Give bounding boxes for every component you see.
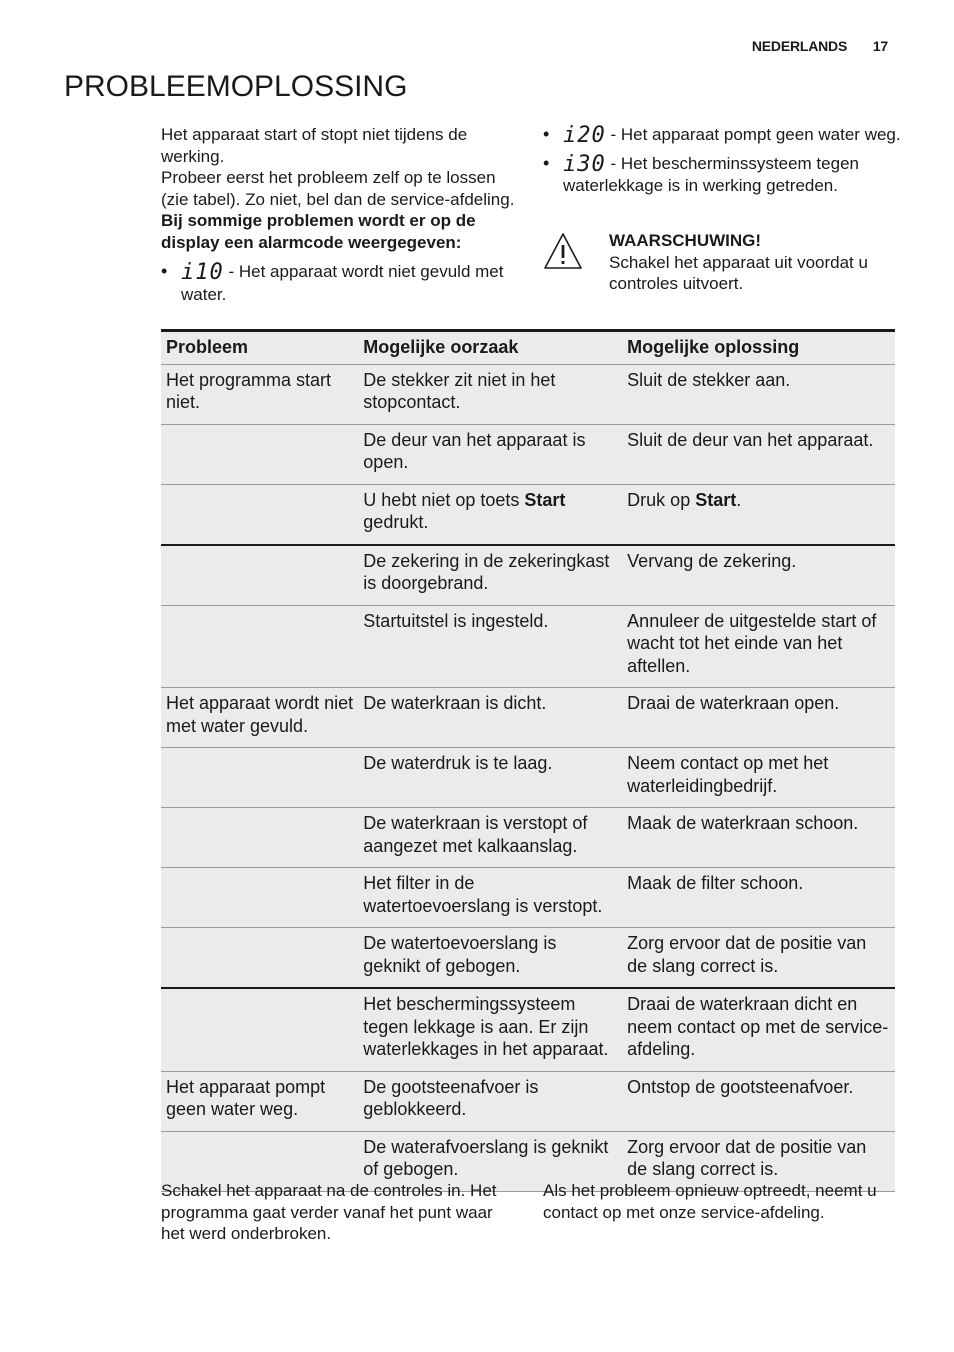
footer-left-text: Schakel het apparaat na de controles in. Het programma gaat verder vanaf het punt waar het werd onderbroken. [161,1181,497,1243]
cell-solution: Sluit de deur van het apparaat. [622,424,895,484]
alarm-code: i20 [563,123,606,148]
cell-solution: Maak de waterkraan schoon. [622,808,895,868]
alarm-item-i20 [543,124,903,147]
header-cause: Mogelijke oorzaak [358,331,622,365]
cell-solution: Zorg ervoor dat de positie van de slang correct is. [622,1131,895,1191]
troubleshooting-table [161,329,895,1192]
solution-text-post: . [736,489,742,510]
page-header [752,38,888,54]
page-number: 17 [872,38,888,54]
footer-right-text: Als het probleem opnieuw optreedt, neemt u contact op met onze service-afdeling. [543,1181,877,1222]
cell-problem: Het apparaat wordt niet met water gevuld. [161,688,358,748]
page-title: PROBLEEMOPLOSSING [64,70,408,103]
alarm-item-i10 [161,261,521,305]
alarm-text: - Het apparaat wordt niet gevuld met water. [181,262,504,304]
cell-problem [161,808,358,868]
cell-solution: Draai de waterkraan dicht en neem contact op met de service-afdeling. [622,988,895,1071]
warning-title: WAARSCHUWING! [609,231,762,250]
cell-cause: De stekker zit niet in het stopcontact. [358,364,622,424]
solution-text-pre: Druk op [627,489,696,510]
cell-problem: Het programma start niet. [161,364,358,424]
cell-problem [161,424,358,484]
cell-problem [161,545,358,606]
cell-cause: Startuitstel is ingesteld. [358,605,622,688]
intro-right-column [543,124,903,197]
table-row [161,484,895,545]
alarm-note: Bij sommige problemen wordt er op de display een alarmcode weergegeven: [161,211,476,252]
cell-solution: Draai de waterkraan open. [622,688,895,748]
warning-text: Schakel het apparaat uit voordat u controles uitvoert. [609,252,868,293]
cell-cause: De waterafvoerslang is geknikt of gebogen. [358,1131,622,1191]
cell-problem [161,484,358,545]
intro-line-2: Probeer eerst het probleem zelf op te lossen (zie tabel). Zo niet, bel dan de service-afdeling. [161,168,515,209]
header-problem: Probleem [161,331,358,365]
cell-problem [161,748,358,808]
cell-solution: Maak de filter schoon. [622,868,895,928]
cell-cause: De deur van het apparaat is open. [358,424,622,484]
table-row [161,545,895,606]
start-key-label: Start [524,489,566,510]
table-row [161,688,895,748]
cell-cause: De waterkraan is verstopt of aangezet met kalkaanslag. [358,808,622,868]
bullet-icon: • [161,261,168,281]
cell-solution: Ontstop de gootsteenafvoer. [622,1071,895,1131]
table-row [161,364,895,424]
intro-line-1: Het apparaat start of stopt niet tijdens de werking. [161,125,468,166]
cell-cause: Het filter in de watertoevoerslang is verstopt. [358,868,622,928]
bullet-icon: • [543,152,550,173]
cell-cause: De waterdruk is te laag. [358,748,622,808]
table-row [161,605,895,688]
warning-triangle-icon [543,232,583,270]
cell-problem: Het apparaat pompt geen water weg. [161,1071,358,1131]
cell-solution [622,484,895,545]
header-solution: Mogelijke oplossing [622,331,895,365]
cell-problem [161,928,358,989]
alarm-code: i10 [181,260,224,285]
cell-solution: Annuleer de uitgestelde start of wacht tot het einde van het aftellen. [622,605,895,688]
cell-cause: Het beschermingssysteem tegen lekkage is aan. Er zijn waterlekkages in het apparaat. [358,988,622,1071]
table-row [161,868,895,928]
table-row [161,928,895,989]
cell-solution: Sluit de stekker aan. [622,364,895,424]
intro-left-column [161,124,521,305]
warning-text-block [609,230,909,295]
cell-cause: De watertoevoerslang is geknikt of gebogen. [358,928,622,989]
cell-solution: Vervang de zekering. [622,545,895,606]
alarm-code: i30 [563,151,606,177]
alarm-text: - Het apparaat pompt geen water weg. [610,125,901,144]
cause-text-pre: U hebt niet op toets [363,489,525,510]
cell-problem [161,868,358,928]
table-header-row [161,331,895,365]
cell-problem [161,988,358,1071]
cell-cause: De waterkraan is dicht. [358,688,622,748]
cell-cause: De gootsteenafvoer is geblokkeerd. [358,1071,622,1131]
table-row [161,424,895,484]
cell-problem [161,605,358,688]
table-row [161,748,895,808]
language-label: NEDERLANDS [751,38,848,54]
cause-text-post: gedrukt. [363,512,429,532]
table-row [161,988,895,1071]
cell-cause [358,484,622,545]
alarm-text: - Het bescherminssysteem tegen waterlekkage is in werking getreden. [563,153,859,195]
cell-solution: Zorg ervoor dat de positie van de slang correct is. [622,928,895,989]
start-key-label: Start [695,489,737,510]
table-row [161,808,895,868]
cell-cause: De zekering in de zekeringkast is doorgebrand. [358,545,622,606]
bullet-icon: • [543,124,550,144]
warning-box [543,230,903,300]
table-row [161,1071,895,1131]
alarm-item-i30 [543,153,903,197]
cell-solution: Neem contact op met het waterleidingbedrijf. [622,748,895,808]
